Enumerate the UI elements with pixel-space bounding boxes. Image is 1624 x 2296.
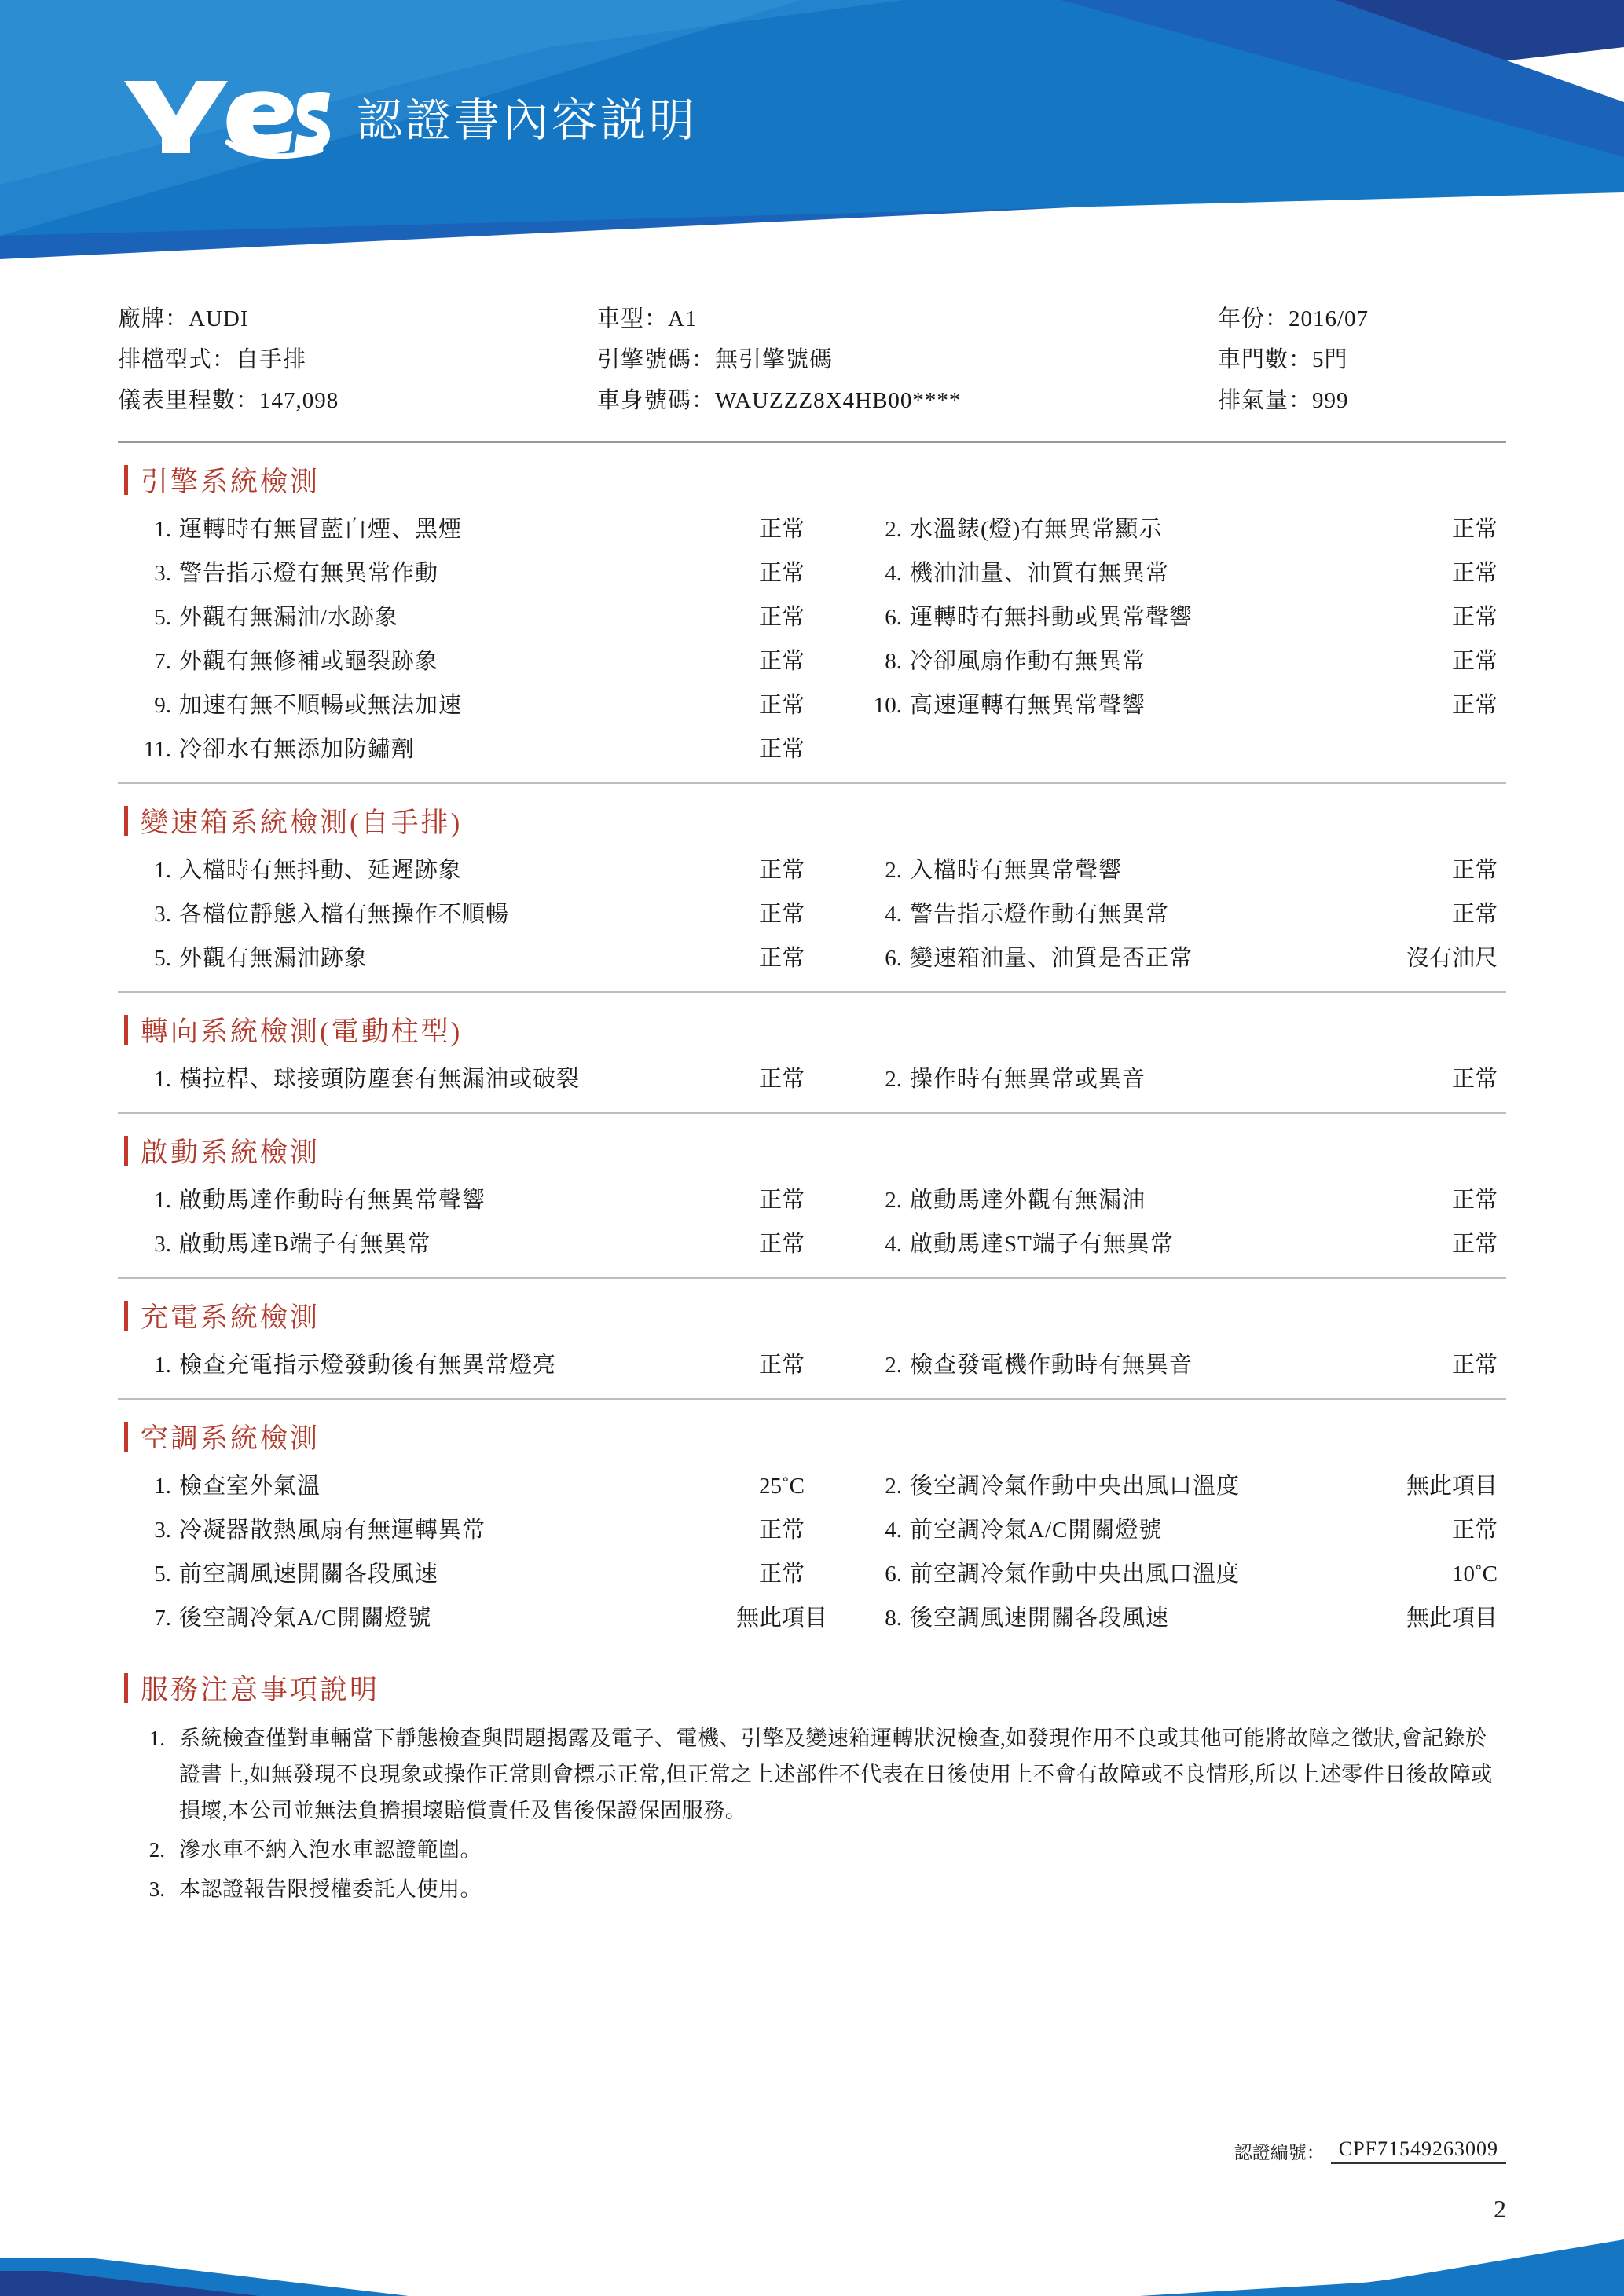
item-number: 1. xyxy=(154,1188,171,1213)
section-items xyxy=(118,1057,1506,1101)
section-marker-icon xyxy=(124,1301,128,1331)
vehicle-engine-number: 引擎號碼：無引擎號碼 xyxy=(597,347,834,372)
item-question: 後空調冷氣A/C開關燈號 xyxy=(179,1606,432,1631)
service-notice-list xyxy=(118,1716,1506,1907)
section-marker-icon xyxy=(124,1015,128,1045)
item-question: 橫拉桿、球接頭防塵套有無漏油或破裂 xyxy=(179,1067,581,1092)
item-result: 正常 xyxy=(758,1562,805,1587)
service-notice-title: 服務注意事項說明 xyxy=(141,1675,380,1705)
item-number: 5. xyxy=(154,946,171,971)
item-question: 冷卻水有無添加防鏽劑 xyxy=(179,737,416,762)
inspection-row xyxy=(118,551,1506,595)
inspection-section xyxy=(118,993,1506,1114)
vehicle-brand: 廠牌：AUDI xyxy=(118,306,249,331)
item-result: 無此項目 xyxy=(1406,1606,1498,1631)
item-question: 前空調冷氣A/C開關燈號 xyxy=(910,1518,1163,1543)
inspection-item xyxy=(118,1552,849,1596)
item-question: 檢查充電指示燈發動後有無異常燈亮 xyxy=(179,1353,557,1378)
inspection-item xyxy=(118,1596,849,1640)
item-question: 檢查發電機作動時有無異音 xyxy=(910,1353,1193,1378)
vehicle-info-col-1 xyxy=(118,298,597,421)
inspection-row xyxy=(118,683,1506,727)
inspection-item xyxy=(118,727,849,771)
item-question: 入檔時有無異常聲響 xyxy=(910,858,1123,883)
inspection-item xyxy=(849,507,1501,551)
certificate-number xyxy=(1234,2137,1506,2164)
section-title: 轉向系統檢測(電動柱型) xyxy=(141,1016,463,1047)
inspection-sections xyxy=(118,443,1506,1651)
item-result: 正常 xyxy=(1451,858,1498,883)
inspection-item xyxy=(849,595,1501,639)
vehicle-info-col-2 xyxy=(597,298,1218,421)
inspection-item xyxy=(118,936,849,980)
vehicle-vin: 車身號碼：WAUZZZ8X4HB00**** xyxy=(597,388,962,413)
inspection-item xyxy=(849,1343,1501,1387)
item-result: 正常 xyxy=(758,1232,805,1257)
section-marker-icon xyxy=(124,1673,128,1703)
item-number: 3. xyxy=(154,902,171,927)
inspection-item xyxy=(849,936,1501,980)
vehicle-transmission: 排檔型式：自手排 xyxy=(118,347,307,372)
vehicle-info-col-3 xyxy=(1218,298,1506,421)
notice-text: 本認證報告限授權委託人使用。 xyxy=(179,1877,482,1901)
item-number: 7. xyxy=(154,1606,171,1631)
item-result: 25˚C xyxy=(759,1474,805,1499)
inspection-row xyxy=(118,507,1506,551)
notice-text: 系統檢查僅對車輛當下靜態檢查與問題揭露及電子、電機、引擎及變速箱運轉狀況檢查,如發現作用不良或其他可能將故障之徵狀,會記錄於證書上,如無發現不良現象或操作正常則會標示正常,但正常之上述部件不代表在日後使用上不會有故障或不良情形,所以上述零件日後故障或損壞,本公司並無法負擔損壞賠償責任及售後保證保固服務。 xyxy=(179,1727,1493,1822)
item-result: 正常 xyxy=(758,946,805,971)
inspection-item xyxy=(849,683,1501,727)
inspection-item xyxy=(849,1178,1501,1222)
item-result: 正常 xyxy=(758,1353,805,1378)
section-header xyxy=(118,1114,1506,1178)
vehicle-model: 車型：A1 xyxy=(597,306,698,331)
inspection-row xyxy=(118,1508,1506,1552)
item-number: 4. xyxy=(885,902,902,927)
inspection-item xyxy=(118,892,849,936)
section-title: 引擎系統檢測 xyxy=(141,467,321,497)
section-header xyxy=(118,1400,1506,1464)
section-title: 空調系統檢測 xyxy=(141,1423,321,1454)
item-result: 正常 xyxy=(758,858,805,883)
item-question: 外觀有無修補或龜裂跡象 xyxy=(179,649,439,674)
item-result: 正常 xyxy=(1451,1353,1498,1378)
item-number: 3. xyxy=(154,1518,171,1543)
page-number: 2 xyxy=(1494,2195,1506,2223)
inspection-row xyxy=(118,1552,1506,1596)
item-question: 警告指示燈有無異常作動 xyxy=(179,561,439,586)
item-number: 2. xyxy=(885,1067,902,1092)
item-number: 3. xyxy=(154,1232,171,1257)
inspection-row xyxy=(118,936,1506,980)
inspection-section xyxy=(118,1400,1506,1651)
item-number: 5. xyxy=(154,1562,171,1587)
inspection-item xyxy=(849,1464,1501,1508)
section-title: 充電系統檢測 xyxy=(141,1302,321,1333)
section-marker-icon xyxy=(124,1136,128,1166)
item-number: 2. xyxy=(885,1474,902,1499)
item-question: 檢查室外氣溫 xyxy=(179,1474,321,1499)
item-number: 1. xyxy=(154,517,171,542)
inspection-item xyxy=(849,892,1501,936)
inspection-item xyxy=(849,1552,1501,1596)
yes-logo-icon xyxy=(118,75,330,157)
inspection-item xyxy=(118,848,849,892)
section-items xyxy=(118,1464,1506,1640)
inspection-item xyxy=(849,1222,1501,1266)
item-question: 啟動馬達ST端子有無異常 xyxy=(910,1232,1174,1257)
inspection-item xyxy=(118,1178,849,1222)
vehicle-displacement: 排氣量：999 xyxy=(1218,388,1349,413)
inspection-item xyxy=(849,551,1501,595)
section-items xyxy=(118,1178,1506,1266)
item-question: 啟動馬達外觀有無漏油 xyxy=(910,1188,1146,1213)
section-items xyxy=(118,1343,1506,1387)
item-number: 9. xyxy=(154,693,171,718)
notice-number: 3. xyxy=(148,1877,165,1901)
service-notice-section xyxy=(118,1651,1506,1921)
section-title: 啟動系統檢測 xyxy=(141,1137,321,1168)
inspection-item xyxy=(118,1508,849,1552)
item-result: 正常 xyxy=(1451,1067,1498,1092)
section-header xyxy=(118,993,1506,1057)
item-result: 正常 xyxy=(758,1067,805,1092)
notice-number: 1. xyxy=(148,1727,165,1750)
inspection-item xyxy=(849,639,1501,683)
item-question: 操作時有無異常或異音 xyxy=(910,1067,1146,1092)
item-result: 正常 xyxy=(1451,693,1498,718)
item-number: 2. xyxy=(885,858,902,883)
inspection-item xyxy=(849,848,1501,892)
item-result: 正常 xyxy=(758,902,805,927)
item-number: 8. xyxy=(885,649,902,674)
inspection-section xyxy=(118,443,1506,784)
inspection-row xyxy=(118,892,1506,936)
item-question: 水溫錶(燈)有無異常顯示 xyxy=(910,517,1163,542)
inspection-row xyxy=(118,848,1506,892)
page-content xyxy=(0,283,1624,1921)
item-result: 沒有油尺 xyxy=(1406,946,1498,971)
item-number: 1. xyxy=(154,858,171,883)
page-title: 認證書內容説明 xyxy=(357,94,698,146)
item-result: 正常 xyxy=(1451,561,1498,586)
item-question: 外觀有無漏油/水跡象 xyxy=(179,605,399,630)
item-number: 5. xyxy=(154,605,171,630)
item-number: 6. xyxy=(885,946,902,971)
inspection-item xyxy=(118,639,849,683)
item-number: 1. xyxy=(154,1353,171,1378)
item-question: 運轉時有無冒藍白煙、黑煙 xyxy=(179,517,463,542)
item-number: 6. xyxy=(885,605,902,630)
item-question: 加速有無不順暢或無法加速 xyxy=(179,693,463,718)
section-items xyxy=(118,507,1506,771)
item-result: 正常 xyxy=(758,737,805,762)
section-title: 變速箱系統檢測(自手排) xyxy=(141,807,463,838)
item-number: 2. xyxy=(885,1188,902,1213)
item-result: 正常 xyxy=(758,693,805,718)
item-question: 後空調風速開關各段風速 xyxy=(910,1606,1170,1631)
item-number: 4. xyxy=(885,1518,902,1543)
item-question: 高速運轉有無異常聲響 xyxy=(910,693,1146,718)
notice-number: 2. xyxy=(148,1838,165,1862)
item-result: 正常 xyxy=(1451,1188,1498,1213)
inspection-row xyxy=(118,1464,1506,1508)
notice-text: 滲水車不納入泡水車認證範圍。 xyxy=(179,1838,482,1862)
item-question: 啟動馬達B端子有無異常 xyxy=(179,1232,431,1257)
inspection-section xyxy=(118,1279,1506,1400)
item-result: 10˚C xyxy=(1452,1562,1498,1587)
inspection-row xyxy=(118,1222,1506,1266)
notice-item xyxy=(118,1720,1506,1829)
inspection-row xyxy=(118,1178,1506,1222)
item-question: 變速箱油量、油質是否正常 xyxy=(910,946,1193,971)
inspection-row xyxy=(118,639,1506,683)
item-number: 3. xyxy=(154,561,171,586)
item-question: 冷凝器散熱風扇有無運轉異常 xyxy=(179,1518,486,1543)
page-header xyxy=(0,0,1624,283)
section-marker-icon xyxy=(124,1422,128,1452)
notice-item xyxy=(118,1832,1506,1868)
certificate-number-value: CPF71549263009 xyxy=(1331,2137,1506,2164)
item-result: 正常 xyxy=(758,1518,805,1543)
section-header xyxy=(118,443,1506,507)
item-result: 正常 xyxy=(1451,1232,1498,1257)
item-question: 各檔位靜態入檔有無操作不順暢 xyxy=(179,902,510,927)
item-question: 啟動馬達作動時有無異常聲響 xyxy=(179,1188,486,1213)
item-result: 正常 xyxy=(1451,605,1498,630)
section-header xyxy=(118,1279,1506,1343)
item-number: 8. xyxy=(885,1606,902,1631)
item-question: 入檔時有無抖動、延遲跡象 xyxy=(179,858,463,883)
inspection-row xyxy=(118,1343,1506,1387)
item-result: 正常 xyxy=(758,1188,805,1213)
inspection-row xyxy=(118,1057,1506,1101)
inspection-item xyxy=(118,595,849,639)
vehicle-info xyxy=(118,283,1506,443)
inspection-item xyxy=(118,683,849,727)
inspection-item xyxy=(118,1222,849,1266)
item-number: 2. xyxy=(885,517,902,542)
item-number: 10. xyxy=(873,693,902,718)
inspection-item xyxy=(849,1596,1501,1640)
item-number: 11. xyxy=(143,737,171,762)
item-number: 1. xyxy=(154,1474,171,1499)
item-result: 正常 xyxy=(1451,649,1498,674)
item-result: 無此項目 xyxy=(1406,1474,1498,1499)
inspection-row xyxy=(118,727,1506,771)
item-result: 正常 xyxy=(758,605,805,630)
vehicle-mileage: 儀表里程數：147,098 xyxy=(118,388,339,413)
service-notice-header xyxy=(118,1651,1506,1716)
inspection-item xyxy=(118,551,849,595)
item-result: 正常 xyxy=(758,517,805,542)
inspection-item xyxy=(118,1464,849,1508)
inspection-row xyxy=(118,1596,1506,1640)
brand-logo xyxy=(118,75,698,157)
inspection-item xyxy=(118,507,849,551)
inspection-item xyxy=(118,1057,849,1101)
item-question: 冷卻風扇作動有無異常 xyxy=(910,649,1146,674)
page-footer-graphic xyxy=(0,2235,1624,2296)
item-result: 正常 xyxy=(758,649,805,674)
item-question: 後空調冷氣作動中央出風口溫度 xyxy=(910,1474,1241,1499)
item-number: 6. xyxy=(885,1562,902,1587)
item-number: 2. xyxy=(885,1353,902,1378)
item-result: 正常 xyxy=(1451,902,1498,927)
item-result: 正常 xyxy=(758,561,805,586)
section-marker-icon xyxy=(124,806,128,836)
inspection-item xyxy=(849,1508,1501,1552)
item-result: 正常 xyxy=(1451,1518,1498,1543)
inspection-section xyxy=(118,784,1506,993)
item-number: 4. xyxy=(885,1232,902,1257)
inspection-section xyxy=(118,1114,1506,1279)
item-question: 外觀有無漏油跡象 xyxy=(179,946,368,971)
item-result: 無此項目 xyxy=(735,1606,827,1631)
item-question: 警告指示燈作動有無異常 xyxy=(910,902,1170,927)
item-question: 前空調冷氣作動中央出風口溫度 xyxy=(910,1562,1241,1587)
inspection-item xyxy=(118,1343,849,1387)
item-question: 機油油量、油質有無異常 xyxy=(910,561,1170,586)
item-number: 1. xyxy=(154,1067,171,1092)
notice-item xyxy=(118,1871,1506,1907)
item-question: 前空調風速開關各段風速 xyxy=(179,1562,439,1587)
item-number: 4. xyxy=(885,561,902,586)
item-number: 7. xyxy=(154,649,171,674)
section-items xyxy=(118,848,1506,980)
item-question: 運轉時有無抖動或異常聲響 xyxy=(910,605,1193,630)
inspection-item xyxy=(849,1057,1501,1101)
vehicle-doors: 車門數：5門 xyxy=(1218,347,1348,372)
inspection-row xyxy=(118,595,1506,639)
section-header xyxy=(118,784,1506,848)
certificate-number-label: 認證編號： xyxy=(1234,2143,1325,2162)
vehicle-year: 年份：2016/07 xyxy=(1218,306,1369,331)
item-result: 正常 xyxy=(1451,517,1498,542)
section-marker-icon xyxy=(124,465,128,495)
